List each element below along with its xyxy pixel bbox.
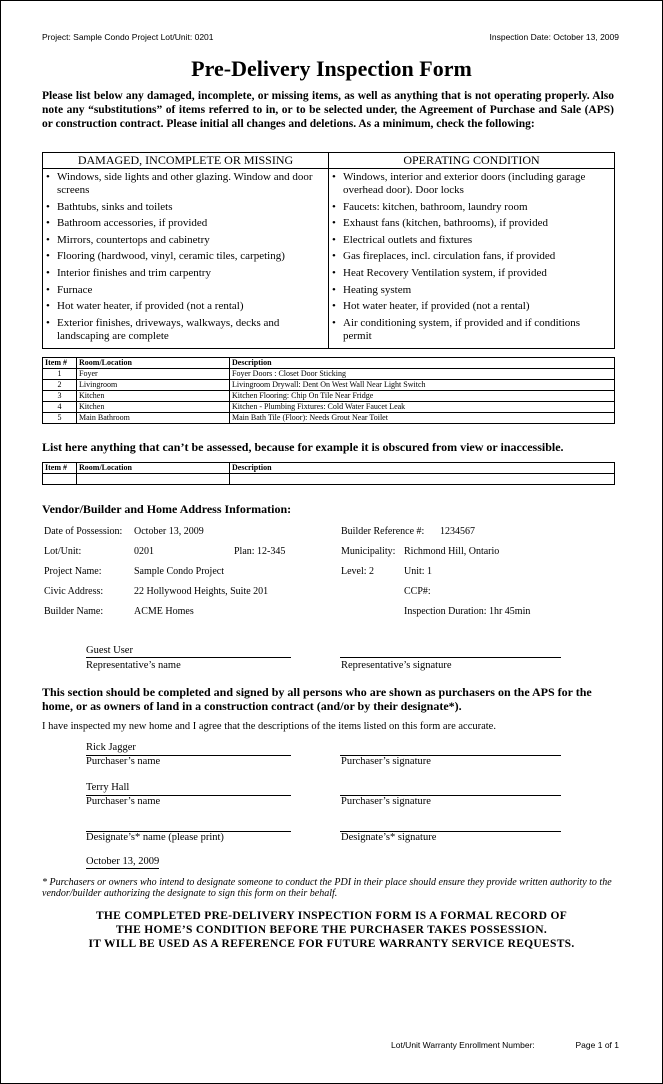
item-description: Main Bath Tile (Floor): Needs Grout Near Toilet [230,413,615,424]
page-number: Page 1 of 1 [575,1040,619,1050]
purchaser-statement: I have inspected my new home and I agree that the descriptions of the items listed on this form are accurate. [42,721,496,732]
checklist-table [42,152,615,349]
purchaser1-name-label: Purchaser’s name [86,756,161,767]
checklist-right-header: OPERATING CONDITION [329,153,615,169]
column-header-description: Description [230,463,615,474]
checklist-item: • Air conditioning system, if provided and if conditions permit [331,317,610,343]
purchaser2-name-label: Purchaser’s name [86,796,161,807]
statement-line: THE COMPLETED PRE-DELIVERY INSPECTION FORM IS A FORMAL RECORD OF [95,910,568,922]
column-header-room: Room/Location [77,358,230,369]
checklist-item: • Exhaust fans (kitchen, bathrooms), if provided [331,217,610,230]
purchaser2-signature-label: Purchaser’s signature [341,796,431,807]
municipality-value: Richmond Hill, Ontario [404,546,500,557]
checklist-left-column [43,169,329,349]
builder-reference-value: 1234567 [440,526,475,537]
table-row [43,369,615,380]
inspection-duration: Inspection Duration: 1hr 45min [404,606,531,617]
empty-cell [230,474,615,485]
checklist-item: • Heating system [331,284,610,297]
checklist-item: • Exterior finishes, driveways, walkways, decks and landscaping are complete [45,317,324,343]
header-project: Project: Sample Condo Project Lot/Unit: 0201 [42,32,214,42]
checklist-item: • Faucets: kitchen, bathroom, laundry room [331,201,610,214]
representative-name-line [86,657,291,658]
designate-footnote: * Purchasers or owners who intend to designate someone to conduct the PDI in their place should ensure they provide written authority to the vendor/builder authorizing the designate to sign this form on their behalf. [42,877,612,899]
item-room: Kitchen [77,402,230,413]
lot-unit-value: 0201 [134,546,154,557]
civic-address-value: 22 Hollywood Heights, Suite 201 [134,586,269,597]
project-name-value: Sample Condo Project [134,566,224,577]
purchaser2-name-value: Terry Hall [86,782,130,793]
checklist-item: • Bathtubs, sinks and toilets [45,201,324,214]
header-inspection-date: Inspection Date: October 13, 2009 [489,32,619,42]
purchaser-section-heading: This section should be completed and signed by all persons who are shown as purchasers on the APS for the home, or as owners of land in a construction contract (and/or by their designate*). [42,685,592,713]
checklist-item: • Hot water heater, if provided (not a rental) [331,300,610,313]
table-row [43,402,615,413]
item-number: 1 [43,369,77,380]
column-header-item: Item # [43,463,77,474]
builder-reference-label: Builder Reference #: [341,526,425,537]
checklist-item: • Gas fireplaces, incl. circulation fans, if provided [331,250,610,263]
representative-signature-line [340,657,561,658]
level-value: Level: 2 [341,566,375,577]
item-room: Foyer [77,369,230,380]
designate-signature-label: Designate’s* signature [341,832,437,843]
table-row [43,380,615,391]
project-name-label: Project Name: [44,566,102,577]
vendor-heading: Vendor/Builder and Home Address Information: [42,502,292,516]
item-description: Kitchen Flooring: Chip On Tile Near Fridge [230,391,615,402]
checklist-item: • Windows, side lights and other glazing. Window and door screens [45,171,324,197]
checklist-item: • Windows, interior and exterior doors (including garage overhead door). Door locks [331,171,610,197]
signing-date: October 13, 2009 [86,856,160,867]
date-of-possession-label: Date of Possession: [44,526,123,537]
municipality-label: Municipality: [341,546,396,557]
item-number: 3 [43,391,77,402]
empty-cell [43,474,77,485]
representative-signature-label: Representative’s signature [341,660,452,671]
table-row [43,391,615,402]
checklist-item: • Flooring (hardwood, vinyl, ceramic tiles, carpeting) [45,250,324,263]
builder-name-label: Builder Name: [44,606,104,617]
deficiency-items-table [42,357,615,424]
item-number: 2 [43,380,77,391]
checklist-item: • Interior finishes and trim carpentry [45,267,324,280]
empty-cell [77,474,230,485]
item-description: Kitchen - Plumbing Fixtures: Cold Water Faucet Leak [230,402,615,413]
lot-unit-label: Lot/Unit: [44,546,82,557]
item-description: Livingroom Drywall: Dent On West Wall Near Light Switch [230,380,615,391]
purchaser1-signature-label: Purchaser’s signature [341,756,431,767]
purchaser1-name-value: Rick Jagger [86,742,136,753]
item-room: Livingroom [77,380,230,391]
checklist-item: • Furnace [45,284,324,297]
item-number: 5 [43,413,77,424]
representative-name-value: Guest User [86,645,133,656]
formal-record-statement [0,909,663,951]
page-title: Pre-Delivery Inspection Form [191,56,472,81]
unit-value: Unit: 1 [404,566,433,577]
designate-name-label: Designate’s* name (please print) [86,832,224,843]
ccp-label: CCP#: [404,586,431,597]
item-room: Main Bathroom [77,413,230,424]
checklist-right-column [329,169,615,349]
plan-value: Plan: 12-345 [234,546,286,557]
table-row [43,413,615,424]
intro-paragraph: Please list below any damaged, incomplete, or missing items, as well as anything that is not operating properly. Also note any “substitutions” of items referred to in, or to be selected under, the Agreement of Purchase and Sale (APS) or construction contract. Please initial all changes and deletions. As a minimum, check the following: [42,90,614,130]
checklist-item: • Electrical outlets and fixtures [331,234,610,247]
column-header-description: Description [230,358,615,369]
civic-address-label: Civic Address: [44,586,104,597]
item-room: Kitchen [77,391,230,402]
builder-name-value: ACME Homes [134,606,194,617]
date-of-possession-value: October 13, 2009 [134,526,204,537]
checklist-item: • Hot water heater, if provided (not a rental) [45,300,324,313]
checklist-item: • Bathroom accessories, if provided [45,217,324,230]
unassessed-heading: List here anything that can’t be assessed, because for example it is obscured from view or inaccessible. [42,440,564,454]
column-header-room: Room/Location [77,463,230,474]
item-description: Foyer Doors : Closet Door Sticking [230,369,615,380]
column-header-item: Item # [43,358,77,369]
warranty-enrollment-label: Lot/Unit Warranty Enrollment Number: [391,1040,535,1050]
statement-line: THE HOME’S CONDITION BEFORE THE PURCHASER TAKES POSSESSION. [115,924,548,936]
item-number: 4 [43,402,77,413]
table-row [43,474,615,485]
checklist-item: • Mirrors, countertops and cabinetry [45,234,324,247]
representative-name-label: Representative’s name [86,660,181,671]
statement-line: IT WILL BE USED AS A REFERENCE FOR FUTURE WARRANTY SERVICE REQUESTS. [88,938,575,950]
checklist-item: • Heat Recovery Ventilation system, if provided [331,267,610,280]
unassessed-items-table [42,462,615,485]
checklist-left-header: DAMAGED, INCOMPLETE OR MISSING [43,153,329,169]
